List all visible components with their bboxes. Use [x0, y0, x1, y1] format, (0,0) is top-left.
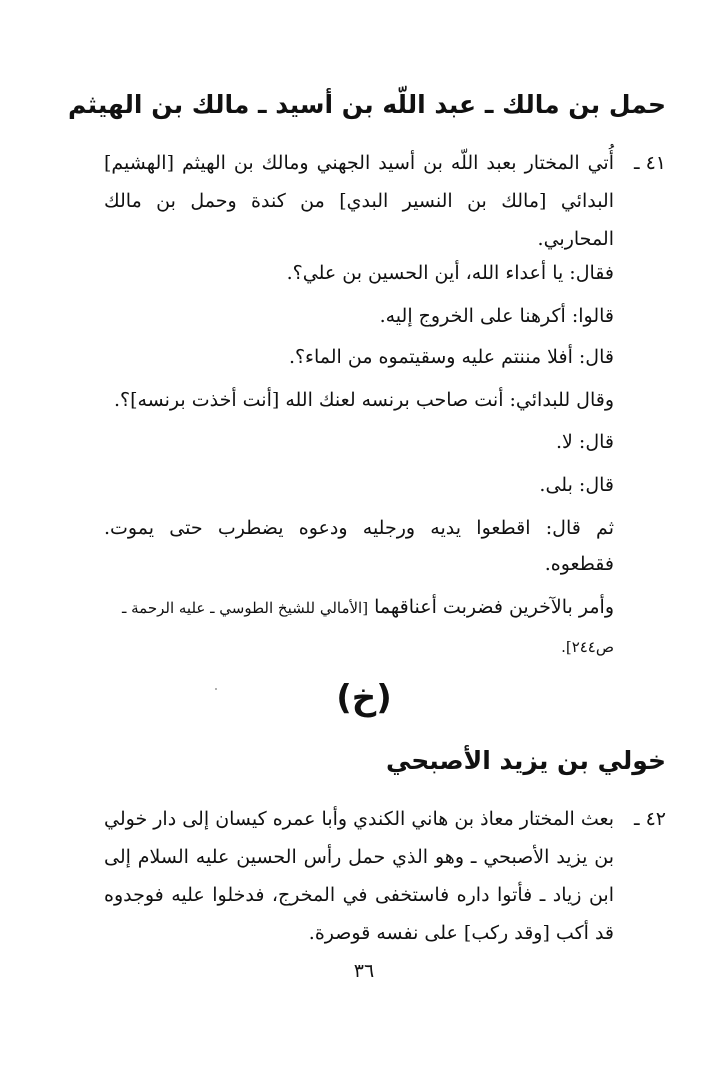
section-title: حمل بن مالك ـ عبد اللّه بن أسيد ـ مالك بن الهيثم: [68, 90, 666, 119]
dialogue-line: قال: أفلا مننتم عليه وسقيتموه من الماء؟.: [288, 346, 614, 368]
dialogue-line: قالوا: أكرهنا على الخروج إليه.: [379, 305, 614, 327]
page-number: ٣٦: [353, 960, 375, 982]
dialogue-line: قال: لا.: [556, 431, 614, 453]
entry-41: [104, 144, 666, 258]
dialogue-line: وقال للبدائي: أنت صاحب برنسه لعنك الله [أنت أخذت برنسه]؟.: [113, 389, 614, 411]
citation-end: ص٢٤٤].: [561, 638, 614, 656]
dialogue-line: قال: بلى.: [539, 474, 614, 496]
entry-42: [104, 800, 666, 952]
entry-text: بعث المختار معاذ بن هاني الكندي وأبا عمره كيسان إلى دار خولي بن يزيد الأصبحي ـ وهو الذي حمل رأس الحسين عليه السلام إلى ابن زياد ـ فأتوا داره فاستخفى في المخرج، فدخلوا عليه فوجدوه قد أكب [وقد ركب] على نفسه قوصرة.: [104, 808, 614, 944]
letter-marker: (خ): [336, 678, 392, 718]
entry-text: أُتي المختار بعبد اللّه بن أسيد الجهني ومالك بن الهيثم [الهشيم] البدائي [مالك بن النسير البدي] من كندة وحمل بن مالك المحاربي.: [104, 152, 614, 250]
final-paragraph: ثم قال: اقطعوا يديه ورجليه ودعوه يضطرب حتى يموت. فقطعوه.: [104, 517, 614, 575]
closing-text: وأمر بالآخرين فضربت أعناقهما: [374, 596, 614, 618]
entry-number: ٤١ ـ: [633, 152, 666, 174]
citation: [الأمالي للشيخ الطوسي ـ عليه الرحمة ـ: [121, 599, 369, 617]
section-title: خولي بن يزيد الأصبحي: [386, 746, 666, 775]
entry-number: ٤٢ ـ: [633, 808, 666, 830]
dialogue-line: فقال: يا أعداء الله، أين الحسين بن علي؟.: [286, 262, 614, 284]
closing-line: [122, 592, 614, 623]
